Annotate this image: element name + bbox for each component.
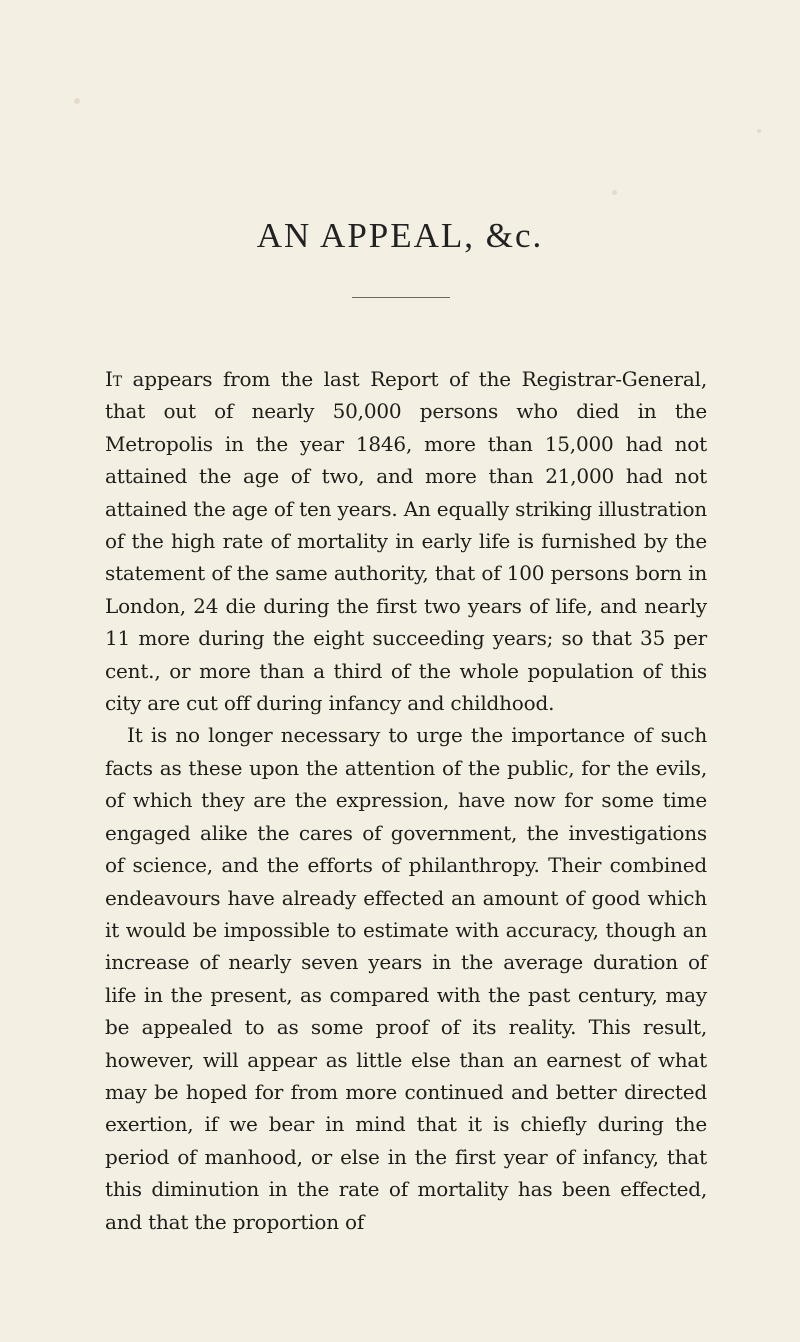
paragraph-2-text: It is no longer necessary to urge the importance of such facts as these upon the attention of the public, for the evils, of which they are the expression, have now for some time engaged alike the cares of government, the investigations of science, and the efforts of philanthropy. Their combined endeavours have already effected an amount of good which it would be impossible to estimate with accuracy, though an increase of nearly seven years in the average duration of life in the present, as compared with the past century, may be appealed to as some proof of its reality. This result, however, will appear as little else than an earnest of what may be hoped for from more continued and better directed exertion, if we bear in mind that it is chiefly during the period of manhood, or else in the first year of infancy, that this diminution in the rate of mortality has been effected, and that the proportion of [105,723,707,1234]
body-text [105,363,707,1238]
title-divider [352,297,450,298]
paragraph-1-text: appears from the last Report of the Registrar-General, that out of nearly 50,000 persons who died in the Metropolis in the year 1846, more than 15,000 had not attained the age of two, and more than 21,000 had not attained the age of ten years. An equally striking illustration of the high rate of mortality in early life is furnished by the statement of the same authority, that of 100 persons born in London, 24 die during the first two years of life, and nearly 11 more during the eight succeeding years; so that 35 per cent., or more than a third of the whole population of this city are cut off during infancy and childhood. [105,367,707,716]
paper-blemish [757,129,761,133]
page-title: AN APPEAL, &c. [256,216,544,255]
paper-blemish [612,190,617,195]
paragraph [105,719,707,1238]
paragraph [105,363,707,719]
lead-word: It [105,367,122,391]
paper-blemish [74,98,80,104]
